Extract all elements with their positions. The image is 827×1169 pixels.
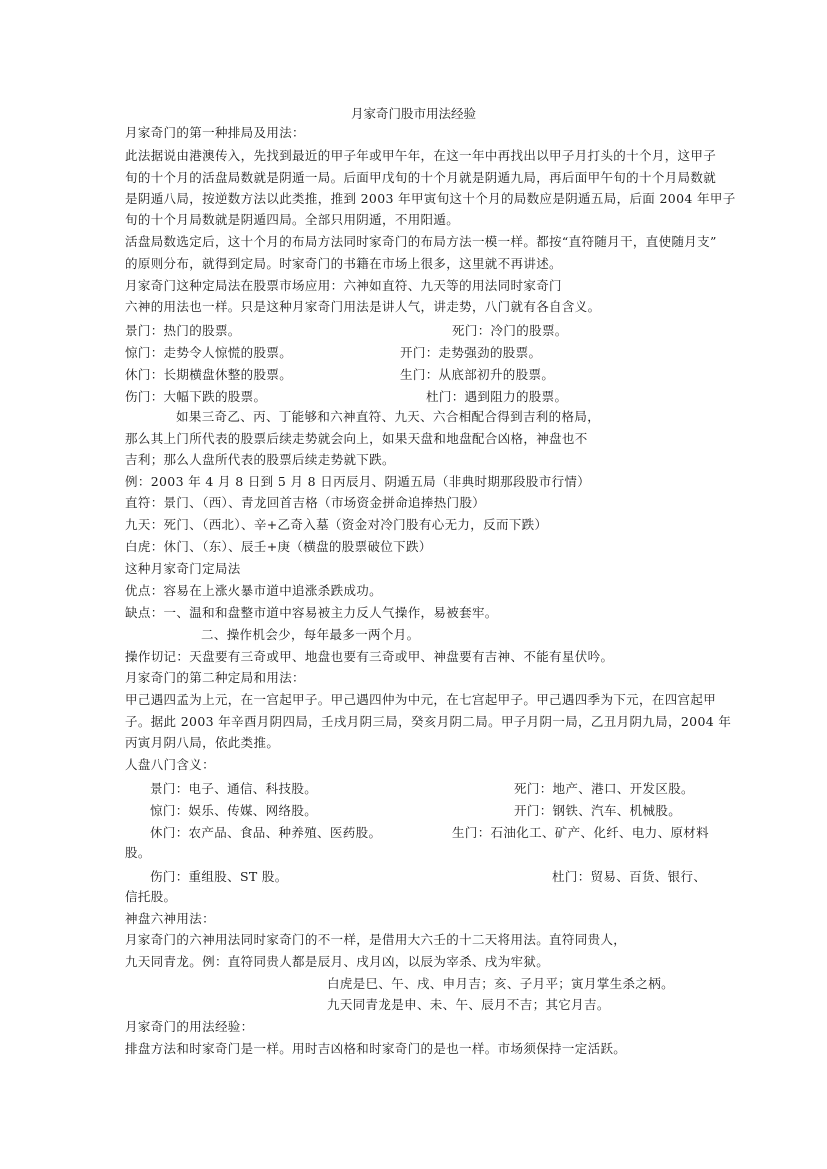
s2-p1-line1: 甲己遇四孟为上元，在一宫起甲子。甲己遇四仲为中元，在七宫起甲子。甲己遇四季为下元，在四宫起甲 — [125, 692, 717, 707]
s1-p5-line2: 优点：容易在上涨火暴市道中追涨杀跌成功。 — [125, 583, 383, 598]
s3-p2-line2: 九天同青龙是申、未、午、辰月不吉；其它月吉。 — [327, 997, 610, 1012]
s1-p3-line2: 六神的用法也一样。只是这种月家奇门用法是讲人气，讲走势，八门就有各自含义。 — [125, 299, 601, 314]
gate2-shang-restructure: 伤门：重组股、ST 股。 — [150, 869, 288, 884]
s1-p3-line1: 月家奇门这种定局法在股票市场应用：六神如直符、九天等的用法同时家奇门 — [125, 278, 562, 293]
gate-du-resist: 杜门：遇到阻力的股票。 — [426, 389, 568, 404]
s1-p2-line1: 活盘局数选定后，这十个月的布局方法同时家奇门的布局方法一模一样。都按“直符随月干，直使随月支” — [125, 234, 717, 249]
s4-p1: 排盘方法和时家奇门是一样。用时吉凶格和时家奇门的是也一样。市场须保持一定活跃。 — [125, 1041, 627, 1056]
gate2-sheng-petro: 生门：石油化工、矿产、化纤、电力、原材料 — [452, 825, 710, 840]
s2-p1-line2: 子。据此 2003 年辛酉月阴四局，壬戌月阴三局，癸亥月阴二局。甲子月阴一局，乙丑月阴九局，2004 年 — [125, 714, 732, 729]
s1-p4-line3: 吉利；那么人盘所代表的股票后续走势就下跌。 — [125, 452, 395, 467]
s1-p7: 操作切记：天盘要有三奇或甲、地盘也要有三奇或甲、神盘要有吉神、不能有星伏吟。 — [125, 649, 614, 664]
section3-heading: 神盘六神用法： — [125, 911, 215, 926]
gate-kai-strong: 开门：走势强劲的股票。 — [400, 345, 542, 360]
gate2-si-realestate: 死门：地产、港口、开发区股。 — [514, 781, 694, 796]
gate-jing-hot: 景门：热门的股票。 — [125, 323, 241, 338]
page-title: 月家奇门股市用法经验 — [350, 106, 476, 121]
example-line4: 白虎：休门、（东）、辰壬+庚（横盘的股票破位下跌） — [125, 539, 432, 554]
gate2-sheng-cont: 股。 — [125, 845, 151, 860]
gate-shang-drop: 伤门：大幅下跌的股票。 — [125, 389, 267, 404]
s1-p5-line1: 这种月家奇门定局法 — [125, 561, 241, 576]
s3-p1-line2: 九天同青龙。例：直符同贵人都是辰月、戌月凶，以辰为宰杀、戌为牢狱。 — [125, 954, 550, 969]
example-line3: 九天：死门、（西北）、辛+乙奇入墓（资金对冷门股有心无力，反而下跌） — [125, 517, 548, 532]
s1-p1-line2: 旬的十个月的活盘局数就是阴遁一局。后面甲戊旬的十个月就是阴遁九局，再后面甲午旬的十个月局数就 — [125, 170, 717, 185]
gate2-xiu-agri: 休门：农产品、食品、种养殖、医药股。 — [150, 825, 382, 840]
gate2-jing-electronics: 景门：电子、通信、科技股。 — [150, 781, 318, 796]
s1-p5-line3: 缺点：一、温和和盘整市道中容易被主力反人气操作，易被套牢。 — [125, 605, 498, 620]
s1-p1-line1: 此法据说由港澳传入，先找到最近的甲子年或甲午年，在这一年中再找出以甲子月打头的十个月，这甲子 — [125, 148, 717, 163]
s1-p1-line4: 旬的十个月局数就是阴遁四局。全部只用阴遁，不用阳遁。 — [125, 212, 460, 227]
s3-p1-line1: 月家奇门的六神用法同时家奇门的不一样，是借用大六壬的十二天将用法。直符同贵人， — [125, 932, 627, 947]
s3-p2-line1: 白虎是巳、午、戌、申月吉；亥、子月平；寅月掌生杀之柄。 — [327, 976, 674, 991]
s1-p2-line2: 的原则分布，就得到定局。时家奇门的书籍在市场上很多，这里就不再讲述。 — [125, 256, 562, 271]
gate-xiu-flat: 休门：长期横盘休整的股票。 — [125, 367, 293, 382]
section1-heading: 月家奇门的第一种排局及用法： — [125, 125, 305, 140]
s1-p4-line1: 如果三奇乙、丙、丁能够和六神直符、九天、六合相配合得到吉利的格局， — [176, 409, 601, 424]
gate-sheng-rise: 生门：从底部初升的股票。 — [400, 367, 555, 382]
section2-heading: 月家奇门的第二种定局和用法： — [125, 670, 305, 685]
gates2-heading: 人盘八门含义： — [125, 757, 215, 772]
s1-p1-line3: 是阴遁八局，按逆数方法以此类推，推到 2003 年甲寅旬这十个月的局数应是阴遁五局，后面 2004 年甲子 — [125, 191, 736, 206]
gate-si-cold: 死门：冷门的股票。 — [452, 323, 568, 338]
example-line2: 直符：景门、（西）、青龙回首吉格（市场资金拼命追捧热门股） — [125, 495, 486, 510]
s1-p6: 二、操作机会少，每年最多一两个月。 — [201, 627, 420, 642]
s1-p4-line2: 那么其上门所代表的股票后续走势就会向上，如果天盘和地盘配合凶格，神盘也不 — [125, 431, 588, 446]
section4-heading: 月家奇门的用法经验： — [125, 1019, 254, 1034]
gate2-du-trade: 杜门：贸易、百货、银行、 — [552, 869, 707, 884]
example-line1: 例：2003 年 4 月 8 日到 5 月 8 日丙辰月、阴遁五局（非典时期那段股市行情） — [125, 474, 591, 489]
gate2-kai-steel: 开门：钢铁、汽车、机械股。 — [514, 803, 682, 818]
s2-p1-line3: 丙寅月阴八局，依此类推。 — [125, 735, 280, 750]
gate2-jing-media: 惊门：娱乐、传媒、网络股。 — [150, 803, 318, 818]
gate-jing-panic: 惊门：走势令人惊慌的股票。 — [125, 345, 293, 360]
gate2-du-cont: 信托股。 — [125, 889, 177, 904]
